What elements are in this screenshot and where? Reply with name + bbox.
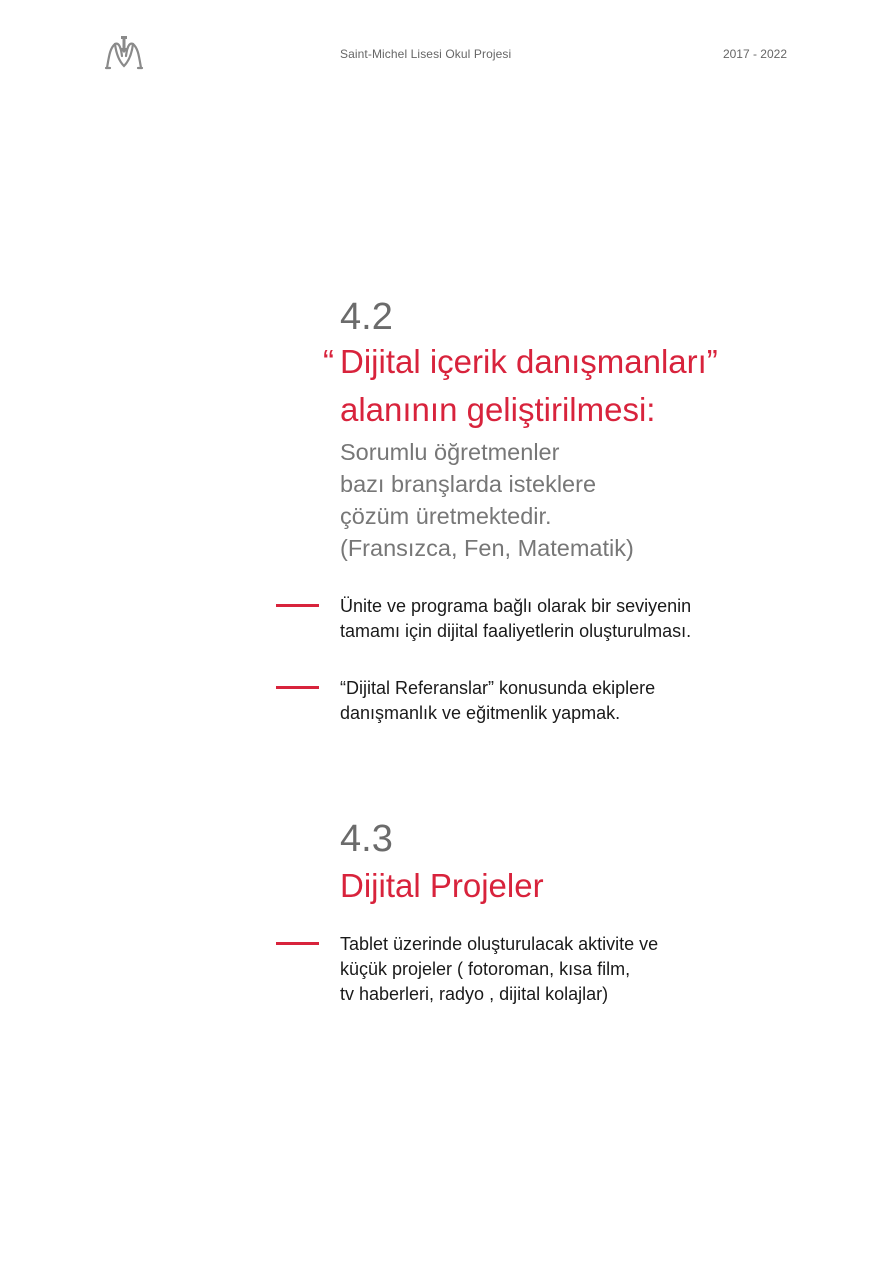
bullet-line: danışmanlık ve eğitmenlik yapmak. (340, 703, 621, 723)
section-4-3-title: Dijital Projeler (340, 867, 544, 904)
section-4-2-subtitle-line: (Fransızca, Fen, Matematik) (340, 535, 634, 561)
section-4-2-title-quote: “ (323, 343, 334, 380)
bullet-line: tv haberleri, radyo , dijital kolajlar) (340, 984, 609, 1004)
bullet-text (340, 676, 780, 726)
bullet-line: Tablet üzerinde oluşturulacak aktivite ve (340, 934, 659, 954)
bullet-dash-icon (276, 686, 319, 689)
header-title: Saint-Michel Lisesi Okul Projesi (340, 47, 512, 61)
section-4-2-title-text: Dijital içerik danışmanları” (340, 343, 718, 380)
bullet-dash-icon (276, 604, 319, 607)
bullet-line: Ünite ve programa bağlı olarak bir seviyenin (340, 596, 692, 616)
section-4-3-number: 4.3 (340, 818, 393, 860)
section-4-2-subtitle-line: çözüm üretmektedir. (340, 503, 552, 529)
bullet-line: “Dijital Referanslar” konusunda ekiplere (340, 678, 656, 698)
bullet-text (340, 932, 780, 1007)
crest-icon (104, 34, 144, 72)
section-4-2-title-line2: alanının geliştirilmesi: (340, 391, 656, 428)
header-years: 2017 - 2022 (722, 47, 787, 61)
section-4-2-title-line1 (323, 338, 718, 386)
section-4-2-subtitle-line: Sorumlu öğretmenler (340, 439, 560, 465)
school-crest-logo (104, 34, 144, 72)
bullet-dash-icon (276, 942, 319, 945)
bullet-line: tamamı için dijital faaliyetlerin oluşturulması. (340, 621, 692, 641)
section-4-2-number: 4.2 (340, 296, 393, 338)
bullet-text (340, 594, 780, 644)
bullet-line: küçük projeler ( fotoroman, kısa film, (340, 959, 631, 979)
section-4-2-subtitle-line: bazı branşlarda isteklere (340, 471, 597, 497)
